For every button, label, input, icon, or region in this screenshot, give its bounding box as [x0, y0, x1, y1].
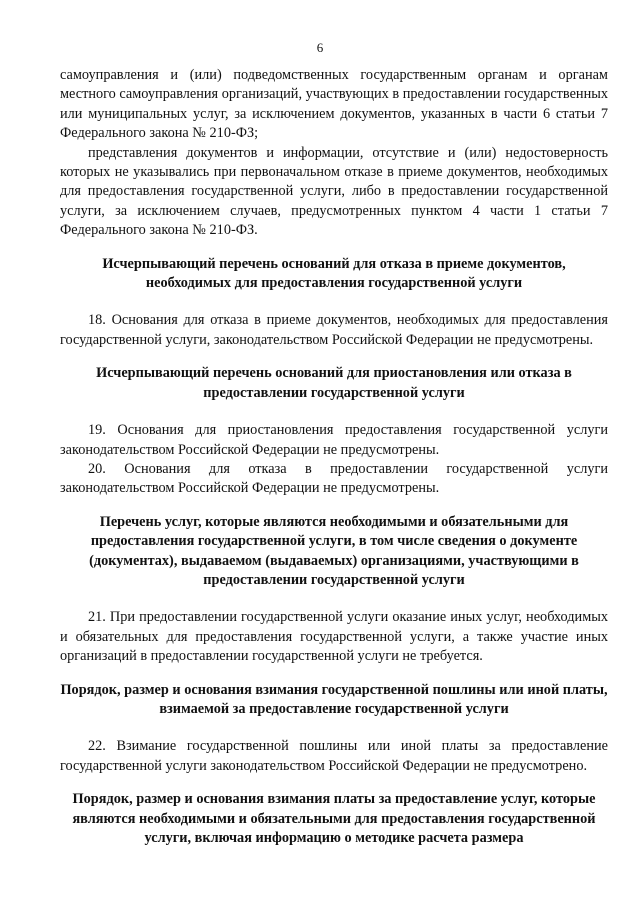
paragraph: представления документов и информации, отсутствие и (или) недостоверность которых не указывались при первоначальном отказе в приеме документов, необходимых для предоставления государственной услуги, либо в предоставлении государственной услуги, за исключением случаев, предусмотренных пунктом 4 части 1 статьи 7 Федерального закона № 210-ФЗ. [60, 144, 608, 239]
section-heading: Исчерпывающий перечень оснований для приостановления или отказа в предоставлении государственной услуги [96, 365, 572, 401]
section-heading: Перечень услуг, которые являются необходимыми и обязательными для предоставления государственной услуги, в том числе сведения о документе (документах), выдаваемом (выдаваемых) организациями, участвующими в предоставлении государственной услуги [89, 513, 579, 588]
paragraph: 22. Взимание государственной пошлины или иной платы за предоставление государственной услуги законодательством Российской Федерации не предусмотрено. [60, 738, 608, 774]
page-number: 6 [316, 40, 324, 55]
document-body [60, 66, 608, 848]
block-spacer [60, 719, 608, 737]
block-spacer [60, 241, 608, 255]
section-heading: Порядок, размер и основания взимания государственной пошлины или иной платы, взимаемой за предоставление государственной услуги [60, 681, 608, 717]
paragraph: 18. Основания для отказа в приеме документов, необходимых для предоставления государственной услуги, законодательством Российской Федерации не предусмотрены. [60, 312, 608, 348]
block-spacer [60, 403, 608, 421]
paragraph: самоуправления и (или) подведомственных государственным органам и органам местного самоуправления организаций, участвующих в предоставлении государственных или муниципальных услуг, за исключением документов, указанных в части 6 статьи 7 Федерального закона № 210-ФЗ; [60, 67, 608, 142]
block-spacer [60, 776, 608, 790]
block-spacer [60, 293, 608, 311]
block-spacer [60, 590, 608, 608]
section-heading: Исчерпывающий перечень оснований для отказа в приеме документов, необходимых для предоставления государственной услуги [102, 255, 566, 292]
paragraph: 21. При предоставлении государственной услуги оказание иных услуг, необходимых и обязательных для предоставления государственной услуги, а также участие иных организаций в предоставлении государственной услуги не требуется. [60, 609, 608, 665]
section-heading: Порядок, размер и основания взимания платы за предоставление услуг, которые являются необходимыми и обязательными для предоставления государственной услуги, включая информацию о методике расчета размера [72, 791, 596, 846]
paragraph: 19. Основания для приостановления предоставления государственной услуги законодательством Российской Федерации не предусмотрены. [60, 422, 608, 458]
block-spacer [60, 499, 608, 513]
paragraph: 20. Основания для отказа в предоставлении государственной услуги законодательством Российской Федерации не предусмотрены. [60, 460, 608, 497]
block-spacer [60, 667, 608, 681]
block-spacer [60, 350, 608, 364]
